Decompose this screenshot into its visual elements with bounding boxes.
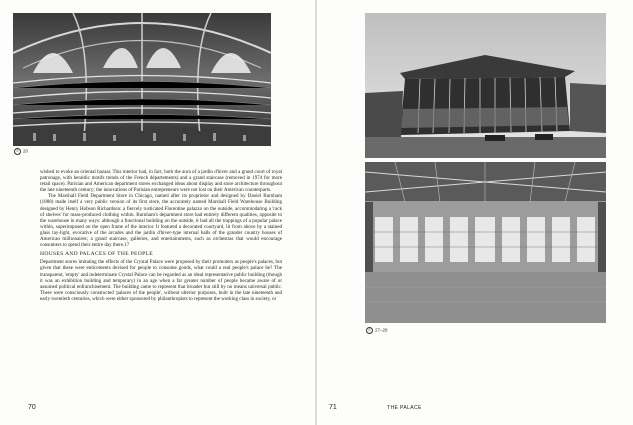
photo-caption: [366, 327, 388, 334]
body-text: [40, 169, 282, 302]
page-number-right: 71: [329, 404, 337, 411]
paragraph: Department stores imitating the effects of the Crystal Palace were proposed by their promoters as people's palaces, but given that these were enticements devised for people to consume goods, what could a real people's palace be? The transparent, 'empty' and indeterminate Crystal Palace can be regarded as an ideal representative public building (though it was an exhibition building and temporary) in an age when a far greater number of people became aware of or assumed political enfranchisement. The building came to represent that broader but still by no means universal public. There were consciously constructed 'palaces of the people', without ulterior purposes, built in the late nineteenth and early twentieth centuries, which were either sponsored by philanthropists to represent the working class in society, or: [40, 259, 282, 302]
caption-number: 27–28: [375, 327, 388, 333]
left-page: [0, 0, 316, 425]
page-number-left: 70: [28, 404, 36, 411]
department-store-atrium-photo: [13, 13, 271, 146]
caption-number: 20: [23, 148, 29, 154]
copyright-icon: ©: [14, 148, 21, 155]
section-heading: HOUSES AND PALACES OF THE PEOPLE: [40, 251, 153, 258]
paragraph: wished to evoke an oriental bazaar. This interior had, in fact, both the aura of a jardin d'hiver and a grand court of royal patronage, with heraldic motifs trends of the French départements) and a grand staircase (removed in 1974 for more retail space). Parisian and American department stores exchanged ideas about display and store architecture throughout the late nineteenth century; the innovations of Parisian entrepreneurs were not lost on their American counterparts.: [40, 169, 282, 194]
modernist-building-exterior-photo: [365, 13, 606, 158]
right-page: [317, 0, 633, 425]
copyright-icon: ©: [366, 327, 373, 334]
running-head: THE PALACE: [387, 405, 422, 411]
photo-caption: [14, 148, 28, 155]
paragraph: The Marshall Field Department Store in Chicago, named after its proprietor and designed by Daniel Burnham (1888) made itself a very public version of its first store, the accurately named Marshall Field Warehouse Building designed by Henry Hobson Richardson: a fiercely rusticated Florentine palazzo on the outside, accommodating a 'rack of shelves' for mass-produced clothing within. Burnham's department store had entirely different qualities, opposite to the warehouse in many ways: although a functional building on the outside, it had all the trappings of a popular palace within, superimposed on the open frame of the interior. It featured a decorated courtyard, lit from above by a stained glass lay-light, evocative of the arcades and the jardin d'hiver-type internal halls of the grander country houses of American millionaires; a grand staircase, galleries, and entertainments, such as orchestras that would encourage consumers to spend their entire day there.17: [40, 193, 282, 249]
hall-interior-photo: [365, 162, 606, 323]
